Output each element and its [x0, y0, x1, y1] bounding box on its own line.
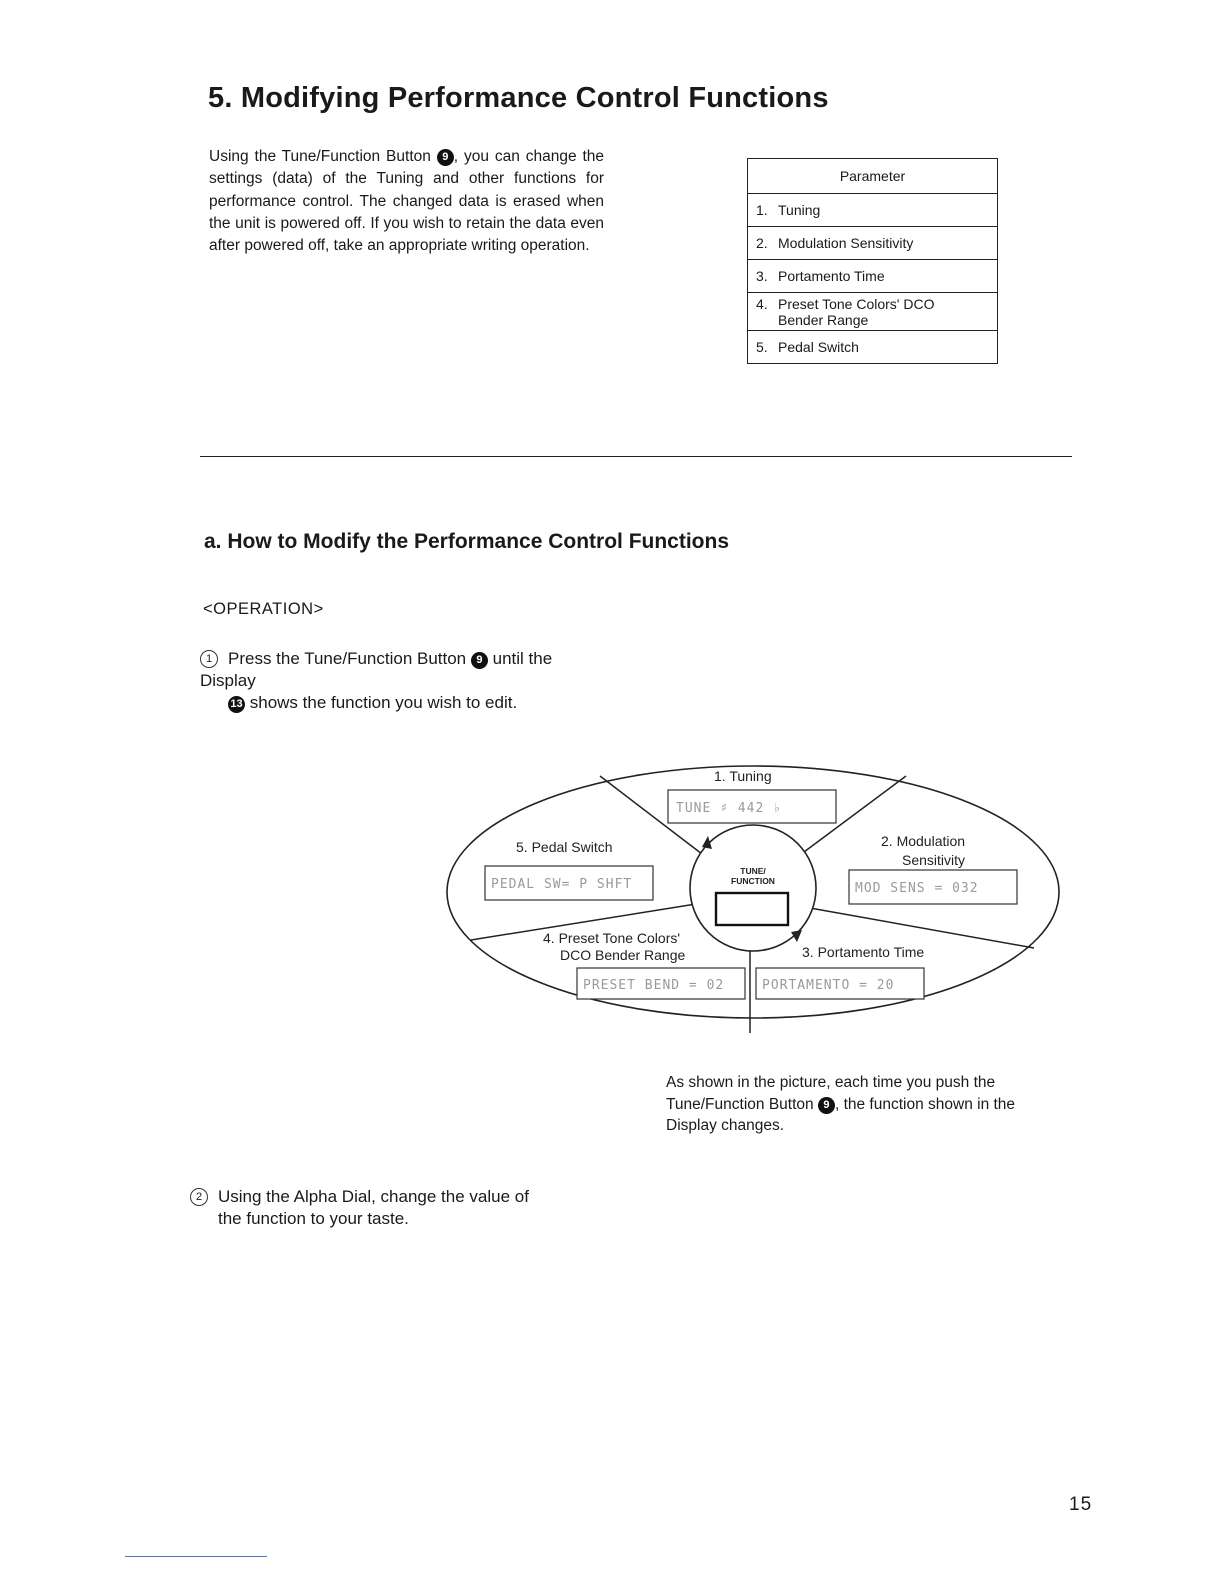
modulation-label-1: 2. Modulation	[881, 833, 966, 849]
tuning-display-text: TUNE ♯ 442 ♭	[676, 801, 782, 816]
preset-display-text: PRESET BEND = 02	[583, 978, 725, 993]
function-cycle-diagram	[440, 752, 1070, 1042]
operation-label: <OPERATION>	[203, 600, 324, 618]
page-number: 15	[1069, 1494, 1093, 1515]
button-9-marker: 9	[437, 149, 454, 166]
intro-text-1: Using the Tune/Function Button	[209, 148, 431, 165]
table-row: 1. Tuning	[748, 194, 998, 227]
modulation-label-2: Sensitivity	[902, 852, 966, 868]
parameter-table-header: Parameter	[748, 159, 998, 194]
step-1-marker: 1	[200, 650, 218, 668]
table-row: 3. Portamento Time	[748, 260, 998, 293]
footer-line	[125, 1556, 267, 1557]
button-9-marker: 9	[471, 652, 488, 669]
pedal-display-text: PEDAL SW= P SHFT	[491, 877, 633, 892]
pedal-label: 5. Pedal Switch	[516, 839, 613, 855]
section-divider	[200, 456, 1072, 457]
tune-function-button	[716, 893, 788, 925]
section-heading: a. How to Modify the Performance Control Functions	[204, 530, 730, 553]
page-title: 5. Modifying Performance Control Functions	[208, 82, 829, 114]
step-2-marker: 2	[190, 1188, 208, 1206]
step-2: 2 Using the Alpha Dial, change the value of the function to your taste.	[190, 1186, 610, 1230]
button-9-marker: 9	[818, 1097, 835, 1114]
intro-text-2: , you can change the settings (data) of the Tuning and other functions for performance control. The changed data is erased when the unit is powered off. If you wish to retain the data even after powered off, take an appropriate writing operation.	[209, 148, 604, 255]
intro-paragraph	[209, 146, 604, 257]
tuning-label: 1. Tuning	[714, 768, 772, 784]
preset-label-2: DCO Bender Range	[560, 947, 686, 963]
center-label-1: TUNE/	[740, 866, 766, 876]
diagram-caption: As shown in the picture, each time you push the Tune/Function Button 9 , the function shown in the Display changes.	[666, 1074, 1016, 1134]
center-label-2: FUNCTION	[731, 876, 775, 886]
display-13-marker: 13	[228, 696, 245, 713]
portamento-display-text: PORTAMENTO = 20	[762, 978, 895, 993]
portamento-label: 3. Portamento Time	[802, 944, 925, 960]
preset-label-1: 4. Preset Tone Colors'	[543, 930, 681, 946]
step-1: 1 Press the Tune/Function Button 9 until the Display 13 shows the function you wish to edit.	[200, 649, 553, 712]
table-row: 5. Pedal Switch	[748, 331, 998, 364]
table-row: 2. Modulation Sensitivity	[748, 227, 998, 260]
parameter-table	[747, 158, 998, 364]
table-row: 4. Preset Tone Colors' DCO Bender Range	[748, 293, 998, 331]
modulation-display-text: MOD SENS = 032	[855, 881, 979, 896]
